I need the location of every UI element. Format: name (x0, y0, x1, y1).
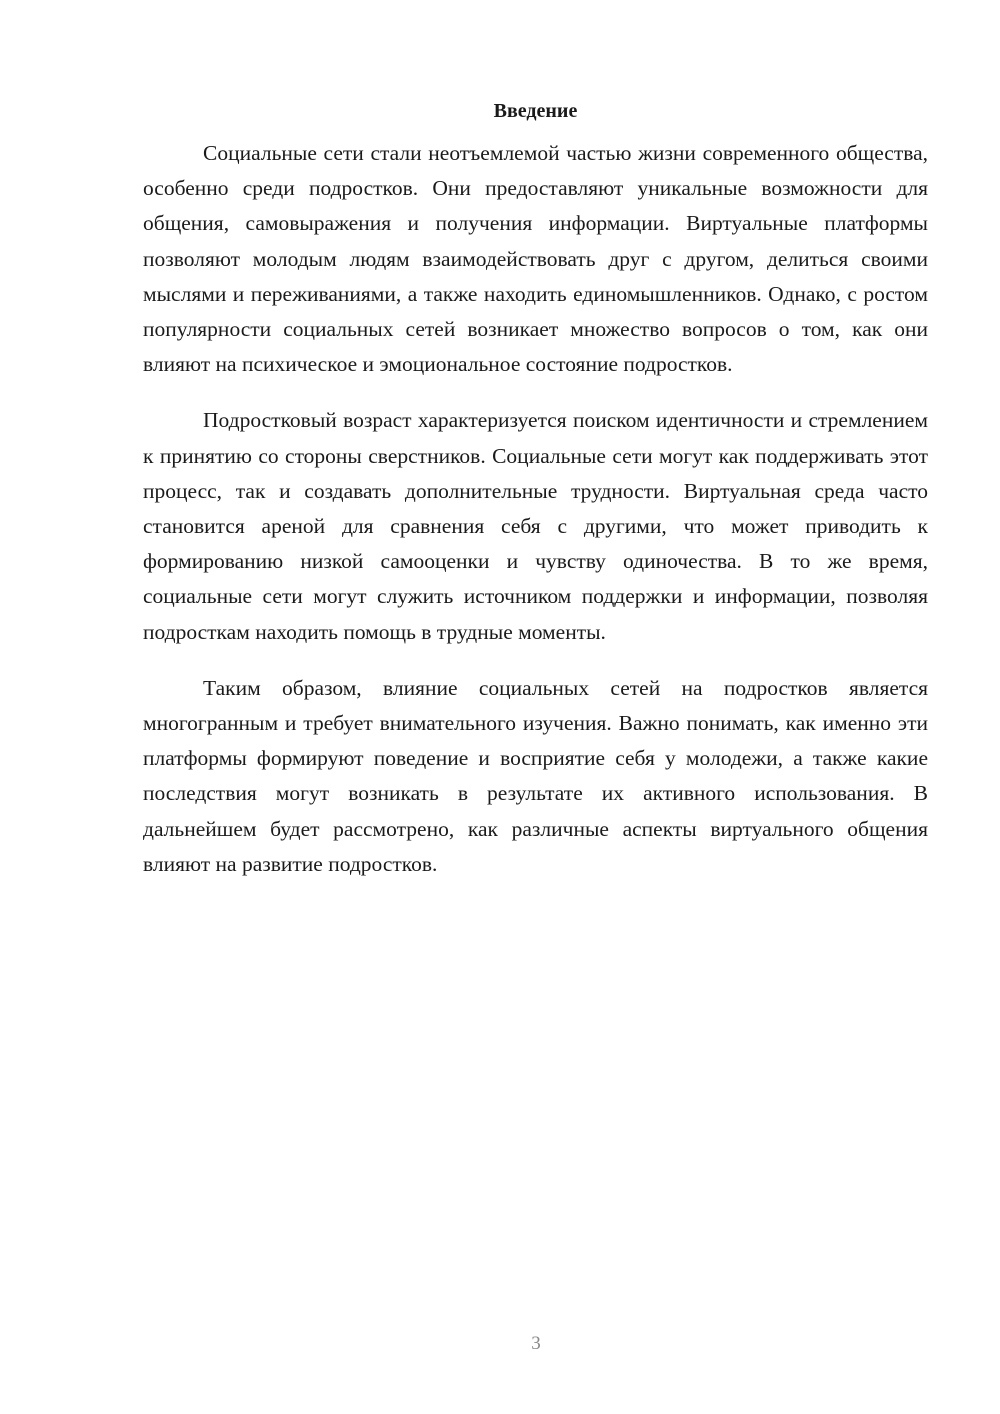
paragraph-1: Социальные сети стали неотъемлемой частью жизни современного общества, особенно среди подростков. Они предоставляют уникальные возможности для общения, самовыражения и получения информации. Виртуальные платформы позволяют молодым людям взаимодействовать друг с другом, делиться своими мыслями и переживаниями, а также находить единомышленников. Однако, с ростом популярности социальных сетей возникает множество вопросов о том, как они влияют на психическое и эмоциональное состояние подростков. (143, 141, 928, 377)
paragraph-2: Подростковый возраст характеризуется поиском идентичности и стремлением к принятию со стороны сверстников. Социальные сети могут как поддерживать этот процесс, так и создавать дополнительные трудности. Виртуальная среда часто становится ареной для сравнения себя с другими, что может приводить к формированию низкой самооценки и чувству одиночества. В то же время, социальные сети могут служить источником поддержки и информации, позволяя подросткам находить помощь в трудные моменты. (143, 408, 928, 644)
page-content (143, 96, 928, 903)
page-number: 3 (531, 1333, 541, 1354)
section-heading: Введение (493, 100, 578, 122)
paragraph-3: Таким образом, влияние социальных сетей на подростков является многогранным и требует внимательного изучения. Важно понимать, как именно эти платформы формируют поведение и восприятие себя у молодежи, а также какие последствия могут возникать в результате их активного использования. В дальнейшем будет рассмотрено, как различные аспекты виртуального общения влияют на развитие подростков. (143, 675, 928, 876)
